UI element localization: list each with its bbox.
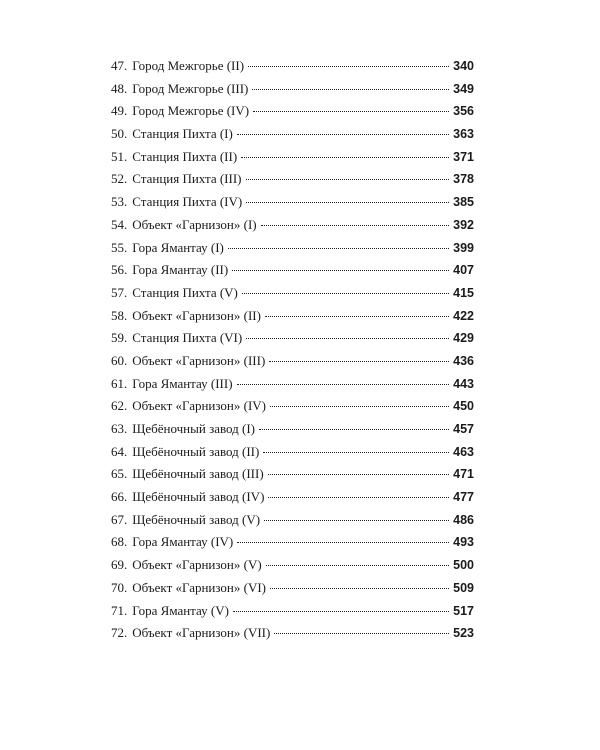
entry-number: 52. — [111, 171, 128, 187]
dot-leader — [270, 406, 449, 407]
entry-number: 65. — [111, 466, 128, 482]
table-of-contents — [111, 55, 474, 645]
dot-leader — [269, 361, 449, 362]
entry-page-number: 443 — [453, 376, 474, 391]
dot-leader — [237, 134, 449, 135]
entry-title: Станция Пихта (V) — [132, 284, 238, 300]
dot-leader — [270, 588, 449, 589]
toc-entry — [111, 531, 474, 554]
toc-entry — [111, 600, 474, 623]
toc-entry — [111, 305, 474, 328]
toc-entry — [111, 463, 474, 486]
entry-title: Щебёночный завод (II) — [132, 443, 260, 459]
entry-title: Станция Пихта (VI) — [132, 330, 243, 346]
entry-title: Город Межгорье (IV) — [132, 103, 250, 119]
entry-page-number: 340 — [453, 59, 474, 73]
entry-page-number: 429 — [453, 331, 474, 346]
toc-entry — [111, 146, 474, 169]
entry-number: 58. — [111, 307, 128, 323]
toc-entry — [111, 577, 474, 600]
entry-page-number: 493 — [453, 535, 474, 550]
toc-entry — [111, 373, 474, 396]
entry-page-number: 450 — [453, 399, 474, 414]
dot-leader — [268, 474, 449, 475]
entry-number: 62. — [111, 398, 128, 414]
dot-leader — [268, 497, 449, 498]
entry-page-number: 436 — [453, 353, 474, 368]
toc-entry — [111, 350, 474, 373]
entry-title: Объект «Гарнизон» (I) — [132, 216, 257, 232]
entry-number: 71. — [111, 602, 128, 618]
entry-number: 69. — [111, 557, 128, 573]
entry-title: Объект «Гарнизон» (VII) — [132, 625, 271, 641]
entry-title: Щебёночный завод (III) — [132, 466, 264, 482]
entry-title: Объект «Гарнизон» (V) — [132, 557, 262, 573]
entry-number: 50. — [111, 126, 128, 142]
toc-entry — [111, 100, 474, 123]
dot-leader — [261, 225, 449, 226]
entry-number: 61. — [111, 375, 128, 391]
entry-page-number: 477 — [453, 490, 474, 505]
entry-number: 47. — [111, 58, 128, 73]
dot-leader — [259, 429, 449, 430]
entry-title: Щебёночный завод (I) — [132, 421, 256, 436]
toc-entry — [111, 509, 474, 532]
entry-number: 63. — [111, 421, 128, 436]
toc-entry — [111, 78, 474, 101]
toc-entry — [111, 486, 474, 509]
entry-page-number: 486 — [453, 512, 474, 527]
entry-title: Объект «Гарнизон» (VI) — [132, 579, 267, 595]
toc-entry — [111, 441, 474, 464]
entry-page-number: 517 — [453, 603, 474, 618]
dot-leader — [246, 338, 449, 339]
toc-entry — [111, 418, 474, 441]
toc-entry — [111, 259, 474, 282]
entry-number: 56. — [111, 262, 128, 278]
entry-page-number: 378 — [453, 172, 474, 187]
entry-title: Город Межгорье (II) — [132, 58, 245, 73]
entry-page-number: 399 — [453, 240, 474, 255]
entry-page-number: 463 — [453, 444, 474, 459]
entry-number: 57. — [111, 284, 128, 300]
toc-entry — [111, 282, 474, 305]
entry-title: Станция Пихта (III) — [132, 171, 242, 187]
entry-title: Станция Пихта (II) — [132, 148, 238, 164]
dot-leader — [265, 316, 449, 317]
entry-number: 72. — [111, 625, 128, 641]
dot-leader — [263, 452, 449, 453]
entry-page-number: 509 — [453, 580, 474, 595]
entry-page-number: 371 — [453, 149, 474, 164]
entry-title: Город Межгорье (III) — [132, 80, 249, 96]
entry-title: Гора Ямантау (III) — [132, 375, 233, 391]
toc-entry — [111, 237, 474, 260]
dot-leader — [228, 248, 449, 249]
entry-page-number: 392 — [453, 217, 474, 232]
entry-number: 60. — [111, 352, 128, 368]
entry-title: Щебёночный завод (V) — [132, 511, 261, 527]
toc-entry — [111, 554, 474, 577]
entry-number: 59. — [111, 330, 128, 346]
entry-title: Станция Пихта (I) — [132, 126, 233, 142]
entry-page-number: 349 — [453, 81, 474, 96]
entry-number: 54. — [111, 216, 128, 232]
dot-leader — [237, 384, 449, 385]
entry-page-number: 356 — [453, 104, 474, 119]
dot-leader — [246, 179, 450, 180]
entry-title: Объект «Гарнизон» (III) — [132, 352, 266, 368]
entry-page-number: 415 — [453, 285, 474, 300]
entry-number: 51. — [111, 148, 128, 164]
dot-leader — [242, 293, 449, 294]
entry-title: Щебёночный завод (IV) — [132, 489, 265, 505]
dot-leader — [264, 520, 449, 521]
dot-leader — [252, 89, 449, 90]
entry-number: 48. — [111, 80, 128, 96]
entry-title: Объект «Гарнизон» (IV) — [132, 398, 267, 414]
entry-page-number: 471 — [453, 467, 474, 482]
entry-title: Объект «Гарнизон» (II) — [132, 307, 261, 323]
toc-entry — [111, 214, 474, 237]
dot-leader — [266, 565, 449, 566]
entry-page-number: 457 — [453, 422, 474, 436]
toc-entry — [111, 191, 474, 214]
entry-number: 67. — [111, 511, 128, 527]
entry-title: Гора Ямантау (I) — [132, 239, 224, 255]
dot-leader — [232, 270, 449, 271]
dot-leader — [237, 542, 449, 543]
entry-number: 53. — [111, 194, 128, 210]
toc-entry — [111, 327, 474, 350]
entry-title: Гора Ямантау (II) — [132, 262, 229, 278]
dot-leader — [241, 157, 449, 158]
dot-leader — [246, 202, 449, 203]
dot-leader — [274, 633, 449, 634]
entry-title: Гора Ямантау (V) — [132, 602, 229, 618]
entry-number: 64. — [111, 443, 128, 459]
dot-leader — [253, 111, 449, 112]
toc-entry — [111, 395, 474, 418]
entry-page-number: 523 — [453, 626, 474, 641]
entry-page-number: 422 — [453, 308, 474, 323]
entry-title: Станция Пихта (IV) — [132, 194, 243, 210]
entry-number: 55. — [111, 239, 128, 255]
entry-title: Гора Ямантау (IV) — [132, 534, 234, 550]
entry-page-number: 363 — [453, 127, 474, 142]
entry-number: 70. — [111, 579, 128, 595]
toc-entry — [111, 55, 474, 78]
toc-entry — [111, 123, 474, 146]
dot-leader — [233, 611, 449, 612]
entry-number: 49. — [111, 103, 128, 119]
entry-number: 66. — [111, 489, 128, 505]
toc-entry — [111, 168, 474, 191]
entry-page-number: 407 — [453, 263, 474, 278]
toc-entry — [111, 622, 474, 645]
entry-page-number: 500 — [453, 558, 474, 573]
dot-leader — [248, 66, 449, 67]
entry-number: 68. — [111, 534, 128, 550]
entry-page-number: 385 — [453, 195, 474, 210]
